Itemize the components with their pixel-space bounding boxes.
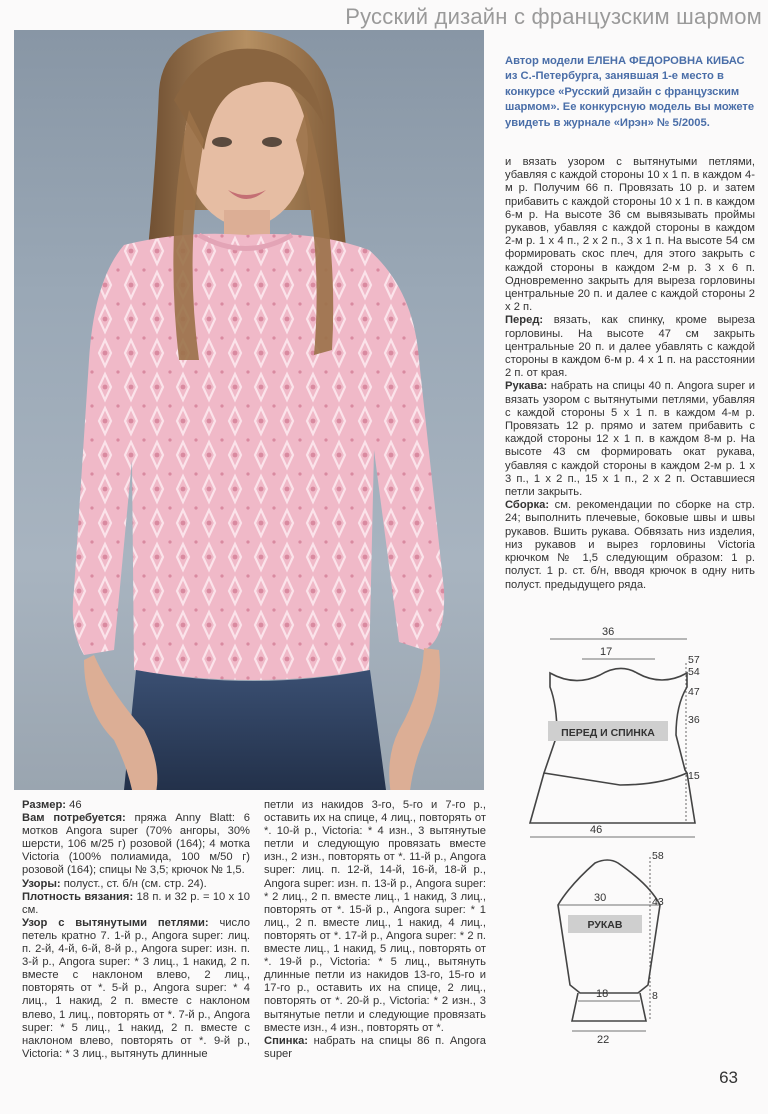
patterns-text: полуст., ст. б/н (см. стр. 24).	[60, 877, 207, 890]
density-text: 18 п. и 32 р. = 10 х 10 см.	[22, 890, 251, 916]
assembly-text: см. рекомендации по сборке на стр. 24; выполнить плечевые, боковые швы и швы рукавов. Вшить рукава. Обвязать низ изделия, низ рукавов и вырез горловины Victoria крючком № 1,5 следующим образом: 1 р. полуст. 1 р. ст. б/н, вводя крючок в одну нить полуст. предыдущего ряда.	[505, 499, 755, 591]
front-instructions	[505, 314, 755, 380]
loops-text: число петель кратно 7. 1-й р., Angora super: лиц. п. 2-й, 4-й, 6-й, 8-й р., Angora super: изн. п. 3-й р., Angora super: * 3 лиц., 1 накид, 2 п. вместе с наклоном влево, 2 лиц., повторять от *. 5-й р., Angora super: * 4 лиц., 1 накид, 2 п. вместе с наклоном влево, 1 лиц., повторять от *. 7-й р., Angora super: * 5 лиц., 1 накид, 2 п. вместе с наклоном влево, повторять от *. 9-й р., Victoria: * 3 лиц., вытянуть длинные	[22, 916, 250, 1060]
page-number: 63	[719, 1068, 738, 1087]
pattern-schematic	[500, 615, 760, 1045]
dim-bottom-width: 46	[590, 824, 603, 836]
sleeve-schematic	[558, 850, 664, 1045]
loops-pattern-line	[22, 917, 250, 1061]
materials-text: пряжа Anny Blatt: 6 мотков Angora super (70% ангоры, 30% шерсти, 106 м/25 г) розовой (164); 4 мотка Victoria (100% полиамида, 100 м/50 г) розовой (164); спицы № 3,5; крючок № 1,5.	[22, 812, 250, 877]
body-label: ПЕРЕД И СПИНКА	[561, 727, 655, 739]
author-note: Автор модели ЕЛЕНА ФЕДОРОВНА КИБАС из С.-Петербурга, занявшая 1-е место в конкурсе «Русский дизайн с французским шармом». Ее конкурсную модель вы можете увидеть в журнале «Ирэн» № 5/2005.	[505, 55, 755, 129]
body-lower-outline	[530, 773, 695, 823]
patterns-line	[22, 878, 250, 891]
sleeve-dim-18: 18	[596, 988, 609, 1000]
model-photo-illustration	[14, 30, 484, 790]
sleeve-dim-h58: 58	[652, 850, 664, 862]
sleeve-dim-22: 22	[597, 1034, 610, 1045]
left-column-text	[22, 799, 250, 1061]
sleeve-label: РУКАВ	[587, 919, 623, 931]
materials-line	[22, 812, 250, 877]
dim-h47: 47	[688, 686, 700, 698]
dim-neck-width: 17	[600, 646, 613, 658]
sleeves-text: набрать на спицы 40 п. Angora super и вязать узором с вытянутыми петлями, убавляя с каждой стороны 5 х 1 п. в каждом 4-м р. Провязать 12 р. прямо и затем прибавить с каждой стороны 12 х 1 п. в каждом 8-м р. На высоте 43 см формировать окат рукава, убавляя с каждой стороны в каждом 2-м р. 1 х 3 п., 1 х 2 п., 15 х 1 п., 2 х 2 п. Оставшиеся петли закрыть.	[505, 380, 755, 499]
back-text: набрать на спицы 86 п. Angora super	[264, 1034, 486, 1060]
front-text: вязать, как спинку, кроме выреза горловины. На высоте 47 см закрыть центральные 20 п. и далее убавлять с каждой стороны в каждом 6-м р. 4 х 1 п. на расстоянии 2 п. от края.	[505, 314, 755, 380]
sleeve-dim-h43: 43	[652, 896, 664, 908]
size-line	[22, 799, 250, 812]
middle-column-text	[264, 799, 486, 1061]
sleeves-instructions	[505, 380, 755, 499]
page-header-title: Русский дизайн с французским шармом	[345, 4, 762, 29]
dim-h36: 36	[688, 714, 700, 726]
sleeve-dim-30: 30	[594, 892, 607, 904]
dim-h15: 15	[688, 770, 700, 782]
patterns-label: Узоры:	[22, 877, 61, 890]
dim-h54: 54	[688, 666, 700, 678]
dim-top-width: 36	[602, 626, 615, 638]
front-label: Перед:	[505, 314, 544, 327]
right-column-text	[505, 156, 755, 592]
assembly-instructions	[505, 499, 755, 591]
density-line	[22, 891, 250, 917]
size-text: 46	[66, 799, 82, 811]
sleeves-label: Рукава:	[505, 380, 548, 393]
density-label: Плотность вязания:	[22, 890, 134, 903]
back-label: Спинка:	[264, 1034, 309, 1047]
right-intro: и вязать узором с вытянутыми петлями, убавляя с каждой стороны 10 х 1 п. в каждом 4-м р. Получим 66 п. Провязать 10 р. и затем прибавить с каждой стороны 10 х 1 п. в каждом 6-м р. На высоте 36 см вывязывать проймы рукавов, убавляя с каждой стороны в каждом 2-м р. 1 х 4 п., 2 х 2 п., 3 х 1 п. На высоте 54 см формировать скос плеч, для этого закрыть с каждой стороны в каждом 2-м р. 3 х 6 п. Одновременно закрыть для выреза горловины центральные 20 п. и далее с каждой стороны 2 х 2 п.	[505, 156, 755, 314]
loops-label: Узор с вытянутыми петлями:	[22, 916, 209, 929]
assembly-label: Сборка:	[505, 499, 550, 512]
sleeve-dim-h8: 8	[652, 990, 658, 1002]
sleeve-cuff-outline	[572, 993, 646, 1021]
dim-h57: 57	[688, 654, 700, 666]
materials-label: Вам потребуется:	[22, 812, 126, 825]
size-label: Размер:	[22, 799, 67, 811]
body-schematic	[530, 626, 700, 837]
model-photo	[14, 30, 484, 790]
middle-text: петли из накидов 3-го, 5-го и 7-го р., оставить их на спице, 4 лиц., повторять от *. 10-й р., Victoria: * 4 изн., 3 вытянутые петли и следующую провязать вместе изн., 2 изн., повторять от *. 11-й р., Angora super: лиц. п. 12-й, 14-й, 16-й, 18-й р., Angora super: изн. п. 13-й р., Angora super: * 2 лиц., 2 п. вместе лиц., 1 накид, 3 лиц., повторять от *. 15-й р., Angora super: * 1 лиц., 2 п. вместе лиц., 1 накид, 4 лиц., повторять от *. 17-й р., Angora super: * 2 п. вместе лиц., 1 накид, 5 лиц., повторять от *. 19-й р., Victoria: * 5 лиц., вытянуть длинные петли из накидов 13-го, 15-го и 17-го р., оставить их на спице, 2 лиц., повторять от *. 20-й р., Victoria: * 2 изн., 3 вытянутые петли и следующие провязать вместе изн., 4 изн., повторять от *.	[264, 799, 486, 1034]
back-instructions	[264, 1035, 486, 1061]
